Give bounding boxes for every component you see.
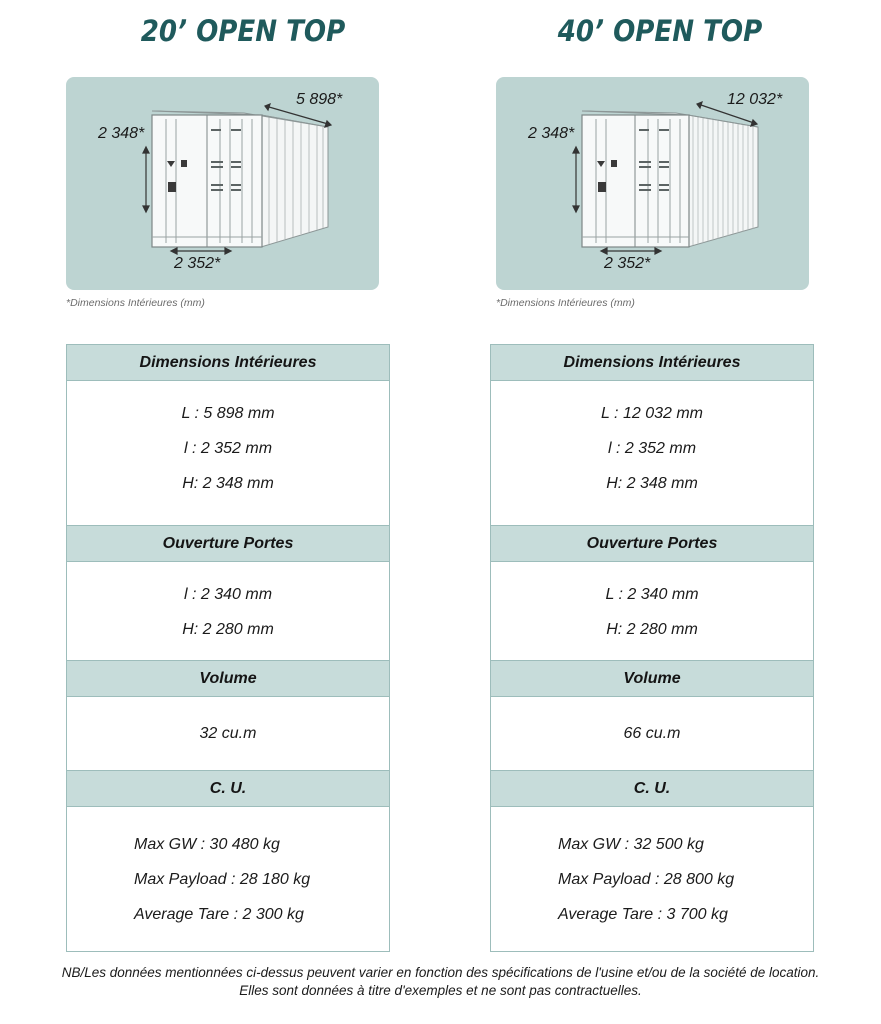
specs-table <box>490 344 814 952</box>
spec-line: L : 12 032 mm <box>601 405 703 422</box>
length-dimension-label: 12 032* <box>727 91 783 108</box>
disclaimer-line-2: Elles sont données à titre d'exemples et ne sont pas contractuelles. <box>239 983 642 998</box>
height-dimension-label: 2 348* <box>98 125 145 142</box>
spec-line: Max Payload : 28 800 kg <box>558 871 735 888</box>
spec-line: H: 2 280 mm <box>606 621 698 638</box>
section-body-volume <box>491 697 813 771</box>
height-dimension-label: 2 348* <box>528 125 575 142</box>
section-header-volume: Volume <box>491 661 813 697</box>
section-body-cu <box>67 807 389 951</box>
spec-line: 32 cu.m <box>199 725 257 742</box>
section-header-volume: Volume <box>67 661 389 697</box>
spec-line: Average Tare : 3 700 kg <box>558 906 728 923</box>
spec-line: Max GW : 32 500 kg <box>558 836 704 853</box>
container-title: 40’ OPEN TOP <box>557 14 763 48</box>
section-header-door-opening: Ouverture Portes <box>491 526 813 562</box>
spec-line: l : 2 340 mm <box>183 586 273 603</box>
section-header-cu: C. U. <box>67 771 389 807</box>
spec-line: L : 2 340 mm <box>605 586 699 603</box>
section-body-cu <box>491 807 813 951</box>
spec-line: 66 cu.m <box>623 725 681 742</box>
disclaimer-note <box>0 964 881 1000</box>
width-dimension-label: 2 352* <box>174 255 221 272</box>
spec-line: Max GW : 30 480 kg <box>134 836 280 853</box>
specs-table <box>66 344 390 952</box>
length-dimension-label: 5 898* <box>296 91 343 108</box>
section-body-door-opening <box>491 562 813 661</box>
spec-line: H: 2 348 mm <box>182 475 274 492</box>
section-header-cu: C. U. <box>491 771 813 807</box>
spec-line: H: 2 280 mm <box>182 621 274 638</box>
section-body-door-opening <box>67 562 389 661</box>
spec-line: l : 2 352 mm <box>607 440 697 457</box>
spec-line: L : 5 898 mm <box>181 405 275 422</box>
section-header-door-opening: Ouverture Portes <box>67 526 389 562</box>
spec-line: Average Tare : 2 300 kg <box>134 906 304 923</box>
dimensions-footnote: *Dimensions Intérieures (mm) <box>496 297 635 309</box>
spec-line: Max Payload : 28 180 kg <box>134 871 311 888</box>
container-title: 20’ OPEN TOP <box>140 14 346 48</box>
disclaimer-line-1: NB/Les données mentionnées ci-dessus peuvent varier en fonction des spécifications de l'usine et/ou de la société de location. <box>61 965 820 980</box>
section-header-interior-dimensions: Dimensions Intérieures <box>67 345 389 381</box>
width-dimension-label: 2 352* <box>604 255 651 272</box>
section-body-volume <box>67 697 389 771</box>
section-header-interior-dimensions: Dimensions Intérieures <box>491 345 813 381</box>
spec-line: l : 2 352 mm <box>183 440 273 457</box>
section-body-interior-dimensions <box>67 381 389 526</box>
container-illustration <box>496 77 809 290</box>
container-illustration <box>66 77 379 290</box>
section-body-interior-dimensions <box>491 381 813 526</box>
spec-line: H: 2 348 mm <box>606 475 698 492</box>
dimensions-footnote: *Dimensions Intérieures (mm) <box>66 297 205 309</box>
